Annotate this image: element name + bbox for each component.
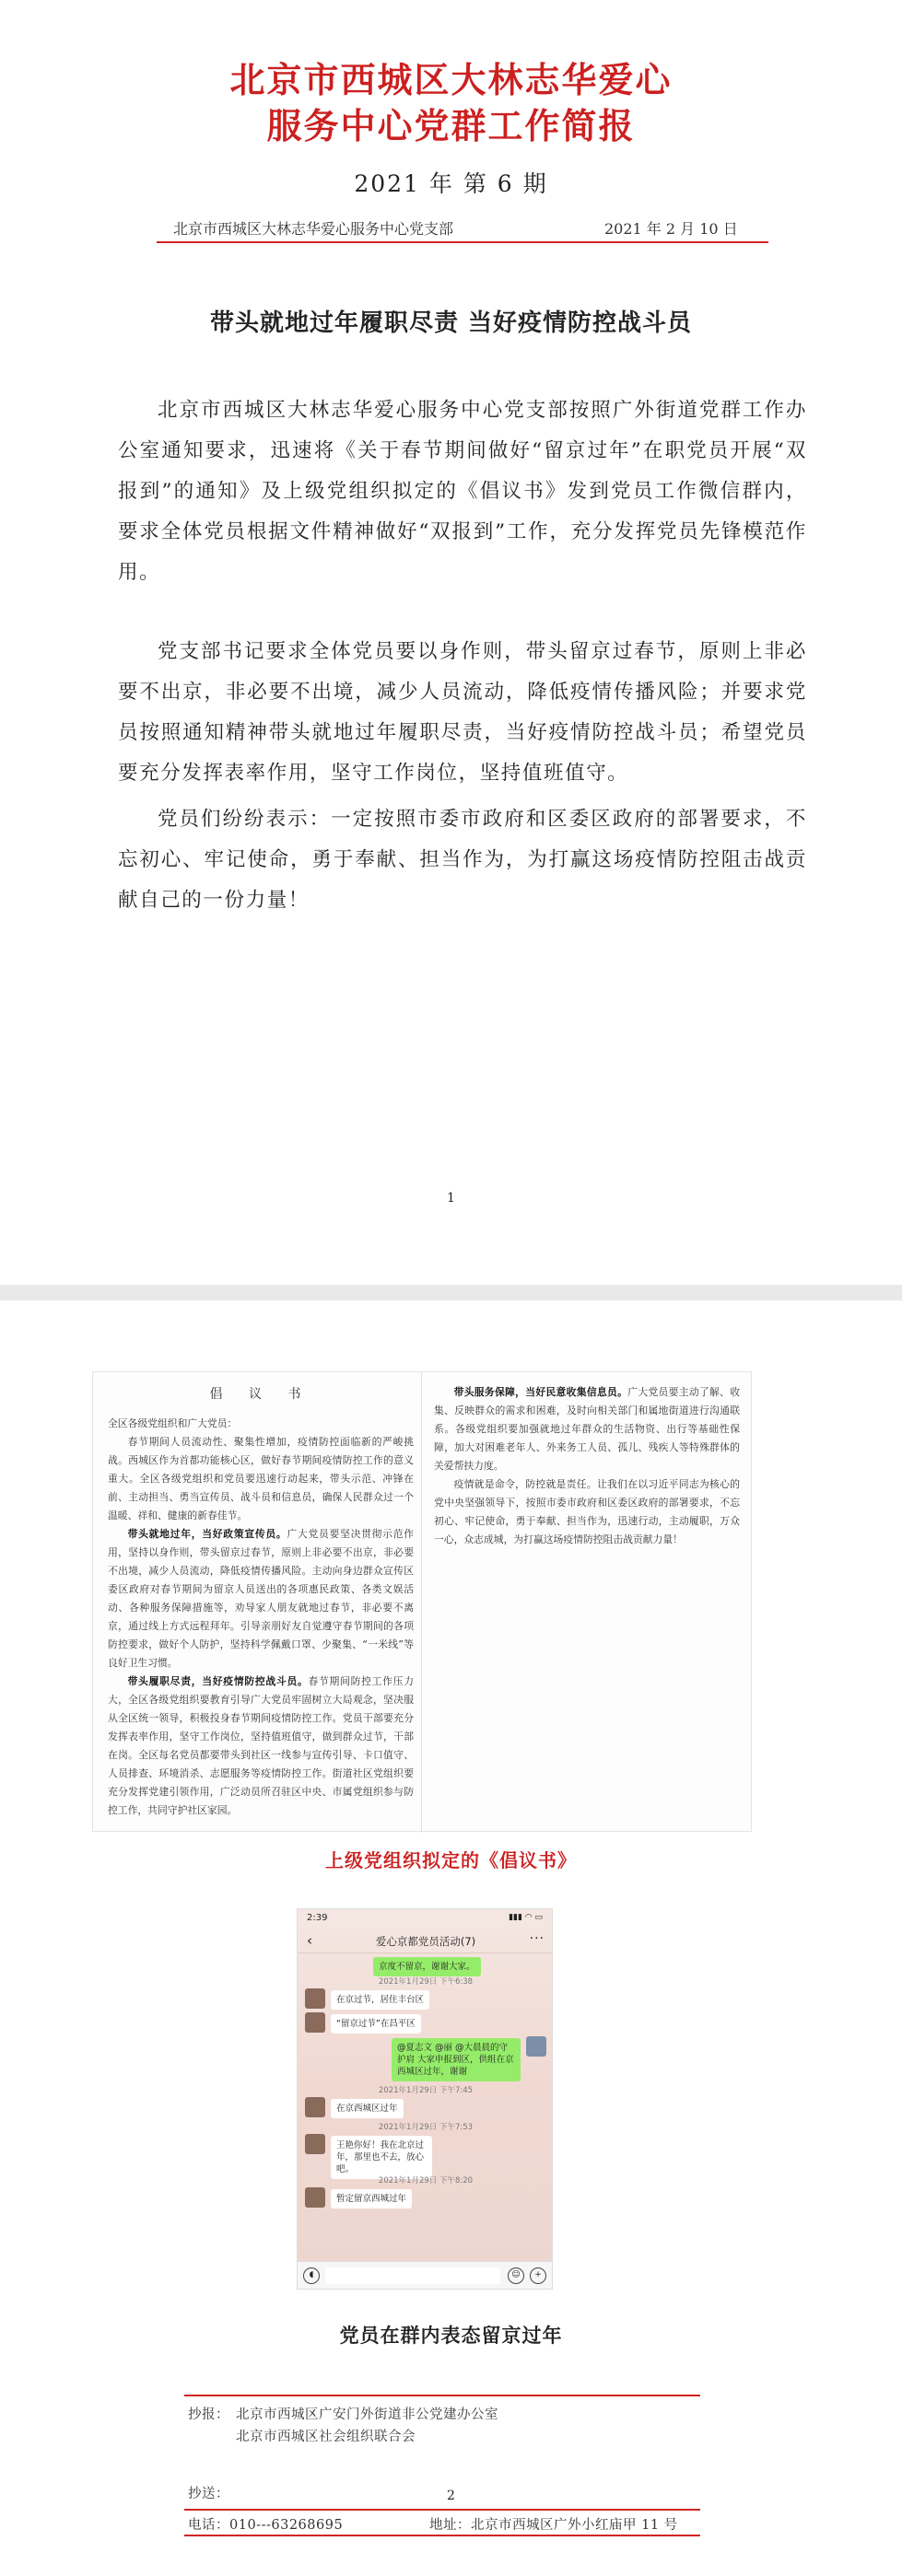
proposal-section-3-heading: 带头服务保障，当好民意收集信息员。 [453, 1386, 628, 1398]
chat-timestamp: 2021年1月29日 下午7:53 [378, 2123, 474, 2132]
chat-message: @夏志文 @丽 @大晨晨的守护肩 大家申报到区，供组在京西城区过年，谢谢 [392, 2038, 521, 2081]
article-paragraph-1: 北京市西城区大林志华爱心服务中心党支部按照广外街道党群工作办公室通知要求，迅速将《关于春节期间做好“留京过年”在职党员开展“双报到”的通知》及上级党组织拟定的《倡议书》发到党员工作微信群内，要求全体党员根据文件精神做好“双报到”工作，充分发挥党员先锋模范作用。 [118, 399, 807, 584]
avatar [305, 2134, 325, 2154]
article-paragraph-2: 党支部书记要求全体党员要以身作则，带头留京过春节，原则上非必要不出京，非必要不出境，减少人员流动，降低疫情传播风险；并要求党员按照通知精神带头就地过年履职尽责，当好疫情防控战斗员；希望党员要充分发挥表率作用，坚守工作岗位，坚持值班值守。 [118, 640, 807, 785]
page-number: 2 [447, 2489, 455, 2503]
avatar [305, 1988, 325, 2009]
chat-caption: 党员在群内表态留京过年 [339, 2324, 563, 2347]
page-number: 1 [447, 1191, 455, 1206]
masthead-line-1: 北京市西城区大林志华爱心 [229, 59, 673, 100]
proposal-section-1-body: 广大党员要坚决贯彻示范作用，坚持以身作则，带头留京过春节，原则上非必要不出京，非必要不出境，减少人员流动，降低疫情传播风险。主动向身边群众宣传区委区政府对春节期间为留京人员送出的各项惠民政策、各类文娱活动、各种服务保障措施等，劝导家人朋友就地过春节，非必要不离京，通过线上方式远程拜年。引导亲朋好友自觉遵守春节期间的各项防控要求，做好个人防护，坚持科学佩戴口罩、少聚集、“一米线”等良好卫生习惯。 [108, 1528, 415, 1669]
proposal-section-2-heading: 带头履职尽责，当好疫情防控战斗员。 [127, 1675, 309, 1687]
contact-phone: 电话：010---63268695 [188, 2518, 344, 2533]
plus-icon[interactable]: + [530, 2267, 546, 2284]
proposal-document-image [92, 1371, 752, 1832]
proposal-intro: 春节期间人员流动性、聚集性增加，疫情防控面临新的严峻挑战。西城区作为首都功能核心区，做好春节期间疫情防控工作的意义重大。全区各级党组织和党员要迅速行动起来，带头示范、冲锋在前、主动担当、勇当宣传员、战斗员和信息员，确保人民群众过一个温暖、祥和、健康的新春佳节。 [108, 1436, 414, 1521]
proposal-salutation: 全区各级党组织和广大党员： [108, 1417, 238, 1429]
page-2 [0, 1300, 902, 2576]
chat-timestamp: 2021年1月29日 下午8:20 [378, 2176, 474, 2186]
issuing-organization: 北京市西城区大林志华爱心服务中心党支部 [173, 220, 454, 238]
proposal-section-2 [108, 1673, 414, 1820]
proposal-caption: 上级党组织拟定的《倡议书》 [325, 1849, 577, 1871]
chat-message: 王艳你好！我在北京过年，那里也不去，放心吧。 [331, 2136, 432, 2179]
proposal-section-1-heading: 带头就地过年，当好政策宣传员。 [127, 1528, 287, 1540]
contact-address: 地址：北京市西城区广外小红庙甲 11 号 [429, 2518, 678, 2533]
chat-header [298, 1928, 553, 1953]
chat-message: 京度不留京，谢谢大家。 [373, 1957, 481, 1976]
status-time: 2:39 [307, 1913, 328, 1923]
page-1 [0, 0, 902, 1285]
article-paragraph-3: 党员们纷纷表示：一定按照市委市政府和区委区政府的部署要求，不忘初心、牢记使命，勇于奉献、担当作为，为打赢这场疫情防控阻击战贡献自己的一份力量！ [118, 808, 807, 912]
proposal-section-3-body: 广大党员要主动了解、收集、反映群众的需求和困难，及时向相关部门和属地街道进行沟通联系。各级党组织要加强就地过年群众的生活物资、出行等基础性保障，加大对困难老年人、外来务工人员、孤儿、残疾人等特殊群体的关爱帮扶力度。 [434, 1386, 741, 1472]
cc-report-label: 抄报： [188, 2407, 229, 2422]
cc-recipient-2: 北京市西城区社会组织联合会 [236, 2430, 416, 2444]
cc-recipient-1: 北京市西城区广安门外街道非公党建办公室 [236, 2407, 498, 2422]
avatar [305, 2097, 325, 2117]
chat-message: “留京过节”在昌平区 [331, 2014, 421, 2034]
issue-date: 2021 年 2 月 10 日 [604, 220, 738, 238]
status-icons: ▮▮▮ ◠ ▭ [509, 1913, 543, 1922]
chat-input-bar [298, 2261, 553, 2289]
proposal-section-3 [434, 1383, 740, 1475]
more-options-icon[interactable]: ··· [529, 1931, 545, 1946]
footer-red-rule [184, 2509, 700, 2511]
chat-message: 在京过节，居住丰台区 [331, 1990, 429, 2010]
chat-group-title: 爱心京都党员活动(7) [375, 1935, 476, 1948]
proposal-right-column [434, 1383, 740, 1549]
voice-icon[interactable]: ◖ [303, 2267, 320, 2284]
proposal-title: 倡 议 书 [209, 1387, 312, 1402]
chat-timestamp: 2021年1月29日 下午6:38 [378, 1977, 474, 1987]
proposal-section-2-body: 春节期间防控工作压力大，全区各级党组织要教育引导广大党员牢固树立大局观念，坚决服从全区统一领导，积极投身春节期间疫情防控工作。党员干部要充分发挥表率作用，坚守工作岗位，坚持值班值守，做到群众过节，干部在岗。全区每名党员都要带头到社区一线参与宣传引导、卡口值守、人员排查、环境消杀、志愿服务等疫情防控工作。街道社区党组织要充分发挥党建引领作用，广泛动员所召驻区中央、市属党组织参与防控工作，共同守护社区家园。 [108, 1675, 415, 1816]
article-title: 带头就地过年履职尽责 当好疫情防控战斗员 [209, 309, 693, 337]
proposal-column-divider [421, 1372, 422, 1833]
avatar [526, 2036, 546, 2057]
proposal-closing: 疫情就是命令，防控就是责任。让我们在以习近平同志为核心的党中央坚强领导下，按照市委市政府和区委区政府的部署要求，不忘初心、牢记使命，勇于奉献、担当作为，迅速行动，主动履职，万众一心，众志成城，为打赢这场疫情防控阻击战贡献力量！ [434, 1478, 740, 1545]
emoji-icon[interactable]: ☺ [508, 2267, 524, 2284]
avatar [305, 2012, 325, 2033]
masthead-line-2: 服务中心党群工作简报 [266, 105, 636, 146]
proposal-section-1 [108, 1525, 414, 1673]
issue-number: 2021 年 第 6 期 [354, 170, 548, 197]
chat-message: 暂定留京西城过年 [331, 2189, 412, 2209]
footer-red-rule [184, 2395, 700, 2396]
phone-status-bar [307, 1913, 543, 1926]
chat-message: 在京西城区过年 [331, 2099, 404, 2118]
cc-send-label: 抄送： [188, 2487, 229, 2501]
avatar [305, 2187, 325, 2208]
chat-input-field[interactable] [325, 2267, 500, 2284]
footer-red-rule [184, 2535, 700, 2536]
proposal-left-column [108, 1383, 414, 1820]
header-red-rule [157, 241, 768, 243]
chat-screenshot [297, 1908, 553, 2290]
back-chevron-icon[interactable]: ‹ [307, 1932, 312, 1949]
chat-timestamp: 2021年1月29日 下午7:45 [378, 2086, 474, 2095]
